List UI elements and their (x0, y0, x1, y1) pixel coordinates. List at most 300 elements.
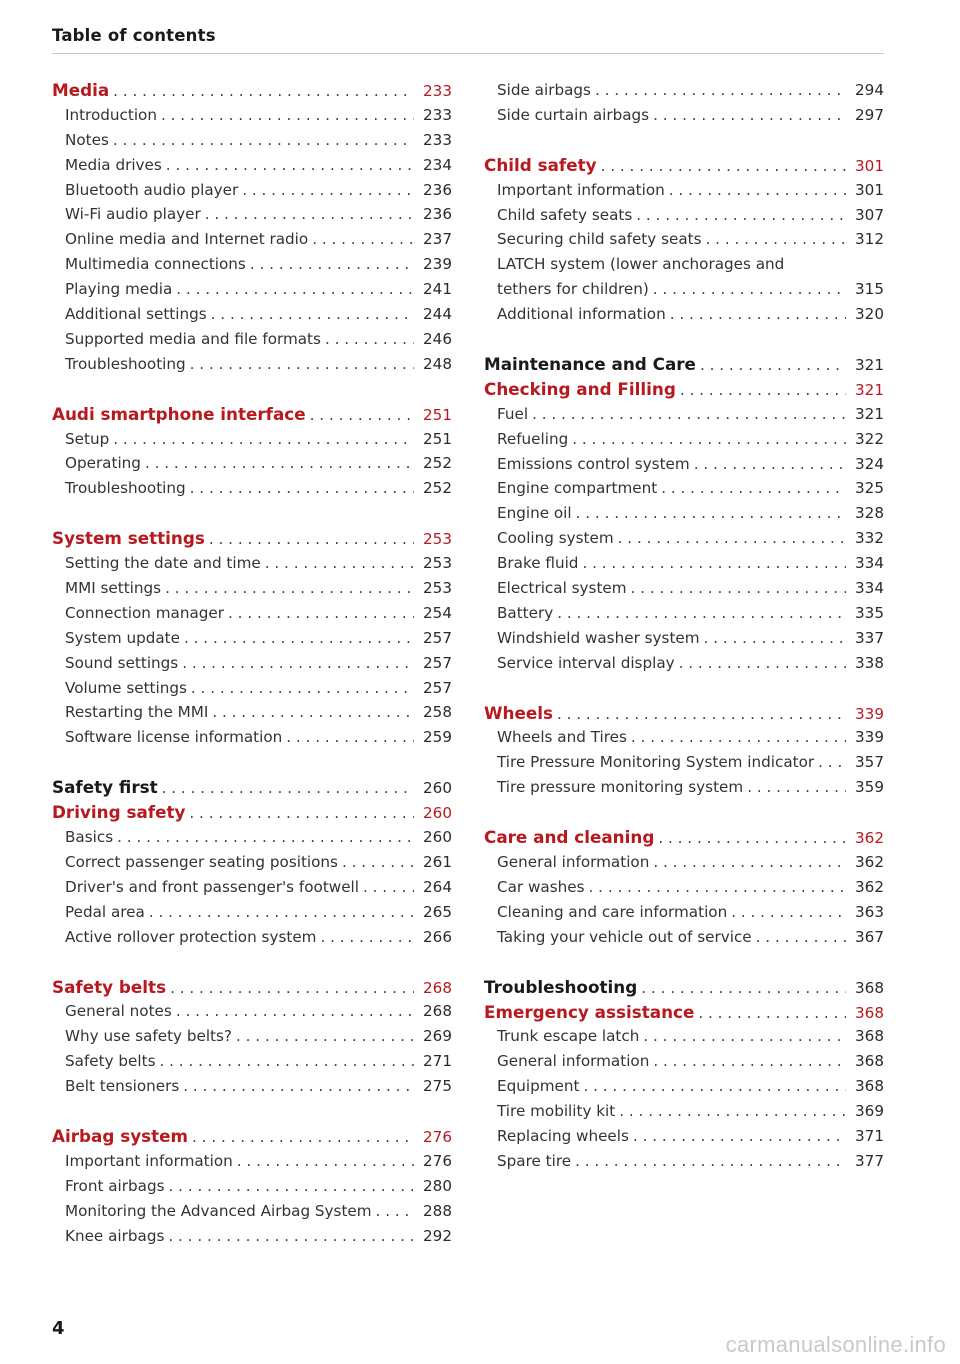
page-ref: 368 (855, 1027, 884, 1046)
toc-entry[interactable] (52, 302, 452, 327)
entry-title: Software license information (65, 728, 283, 747)
page-ref: 234 (423, 155, 452, 174)
toc-entry[interactable] (52, 103, 452, 128)
page-ref: 244 (423, 305, 452, 324)
dot-leader (113, 128, 414, 153)
dot-leader (376, 1199, 414, 1224)
page-ref: 307 (855, 205, 884, 224)
section-spacer (484, 128, 884, 153)
dot-leader (818, 750, 846, 775)
entry-title: Safety belts (65, 1052, 156, 1071)
toc-entry[interactable] (484, 1049, 884, 1074)
dot-leader (583, 1074, 846, 1099)
toc-section-heading[interactable] (52, 526, 452, 551)
dot-leader (176, 277, 414, 302)
dot-leader (159, 1049, 414, 1074)
dot-leader (653, 277, 846, 302)
entry-title: Fuel (497, 404, 529, 423)
toc-section-heading[interactable] (52, 78, 452, 103)
page-ref: 297 (855, 105, 884, 124)
dot-leader (209, 527, 414, 552)
toc-section-heading[interactable] (484, 352, 884, 377)
toc-entry[interactable] (484, 178, 884, 203)
section-title: Audi smartphone interface (52, 403, 306, 424)
toc-section-heading[interactable] (484, 975, 884, 1000)
toc-entry[interactable] (52, 1199, 452, 1224)
toc-entry[interactable] (484, 526, 884, 551)
toc-entry[interactable] (52, 1174, 452, 1199)
dot-leader (532, 402, 846, 427)
entry-title: Wi-Fi audio player (65, 205, 201, 224)
section-title: System settings (52, 528, 205, 549)
entry-title: Front airbags (65, 1176, 165, 1195)
page-ref: 368 (855, 1003, 884, 1022)
toc-entry[interactable] (484, 750, 884, 775)
page-ref: 265 (423, 902, 452, 921)
toc-section-heading[interactable] (484, 153, 884, 178)
watermark: carmanualsonline.info (725, 1332, 946, 1357)
entry-title: Brake fluid (497, 554, 579, 573)
section-spacer (52, 501, 452, 526)
entry-title: Troubleshooting (65, 479, 186, 498)
toc-entry[interactable] (52, 252, 452, 277)
toc-entry[interactable] (484, 501, 884, 526)
page-ref: 359 (855, 778, 884, 797)
entry-title: System update (65, 628, 180, 647)
page-ref: 254 (423, 603, 452, 622)
entry-title: Tire mobility kit (497, 1102, 616, 1121)
entry-title: Service interval display (497, 653, 675, 672)
toc-section-heading[interactable] (484, 701, 884, 726)
dot-leader (310, 403, 414, 428)
page-ref: 321 (855, 404, 884, 423)
page-ref: 251 (423, 405, 452, 424)
page-number: 4 (52, 1318, 65, 1339)
dot-leader (582, 551, 846, 576)
page-ref: 338 (855, 653, 884, 672)
page-ref: 369 (855, 1102, 884, 1121)
page-ref: 233 (423, 82, 452, 100)
toc-entry[interactable] (52, 850, 452, 875)
toc-entry[interactable] (484, 302, 884, 327)
toc-entry[interactable] (484, 775, 884, 800)
toc-entry[interactable] (484, 227, 884, 252)
toc-entry[interactable] (52, 1049, 452, 1074)
toc-entry[interactable] (52, 825, 452, 850)
entry-title: Multimedia connections (65, 255, 246, 274)
page-ref: 334 (855, 579, 884, 598)
dot-leader (653, 103, 846, 128)
toc-entry[interactable] (52, 875, 452, 900)
dot-leader (228, 601, 414, 626)
dot-leader (192, 1125, 414, 1150)
dot-leader (176, 999, 414, 1024)
dot-leader (149, 900, 414, 925)
entry-title: Tire pressure monitoring system (497, 778, 744, 797)
toc-entry[interactable] (52, 1024, 452, 1049)
dot-leader (165, 576, 414, 601)
entry-title: Monitoring the Advanced Airbag System (65, 1201, 372, 1220)
entry-title: Replacing wheels (497, 1126, 629, 1145)
entry-title: Notes (65, 130, 109, 149)
dot-leader (113, 427, 414, 452)
dot-leader (669, 178, 846, 203)
page-ref: 325 (855, 479, 884, 498)
dot-leader (117, 825, 414, 850)
entry-title: Sound settings (65, 653, 179, 672)
toc-entry[interactable] (52, 352, 452, 377)
dot-leader (169, 1174, 414, 1199)
entry-title: Electrical system (497, 579, 627, 598)
dot-leader (286, 725, 414, 750)
page-ref: 241 (423, 280, 452, 299)
toc-entry[interactable] (484, 427, 884, 452)
toc-section-heading[interactable] (484, 377, 884, 402)
dot-leader (731, 900, 846, 925)
page-ref: 237 (423, 230, 452, 249)
entry-title: Tire Pressure Monitoring System indicator (497, 753, 815, 772)
page-ref: 264 (423, 877, 452, 896)
toc-entry[interactable] (52, 128, 452, 153)
entry-title: Spare tire (497, 1151, 572, 1170)
page-ref: 339 (855, 728, 884, 747)
entry-title: Volume settings (65, 678, 187, 697)
page-ref: 363 (855, 902, 884, 921)
entry-title: Taking your vehicle out of service (497, 927, 752, 946)
page-ref: 269 (423, 1027, 452, 1046)
toc-entry[interactable] (484, 402, 884, 427)
entry-title: Bluetooth audio player (65, 180, 239, 199)
page-ref: 261 (423, 852, 452, 871)
toc-entry-title-line[interactable]: LATCH system (lower anchorages and (497, 255, 785, 274)
toc-left-column (52, 78, 452, 1248)
page-ref: 257 (423, 628, 452, 647)
dot-leader (631, 576, 846, 601)
entry-title: Why use safety belts? (65, 1027, 232, 1046)
dot-leader (184, 626, 414, 651)
entry-title: Side curtain airbags (497, 105, 650, 124)
toc-entry[interactable] (484, 601, 884, 626)
dot-leader (205, 202, 414, 227)
entry-title: Supported media and file formats (65, 329, 321, 348)
entry-title: Media drives (65, 155, 162, 174)
toc-section-heading[interactable] (484, 1000, 884, 1025)
toc-entry[interactable] (52, 601, 452, 626)
dot-leader (342, 850, 414, 875)
toc-entry[interactable] (52, 1074, 452, 1099)
dot-leader (572, 427, 846, 452)
dot-leader (325, 327, 414, 352)
toc-entry[interactable] (484, 1024, 884, 1049)
dot-leader (636, 203, 846, 228)
toc-entry[interactable] (484, 1074, 884, 1099)
section-spacer (484, 800, 884, 825)
section-spacer (52, 1099, 452, 1124)
dot-leader (698, 1001, 846, 1026)
toc-entry[interactable] (52, 551, 452, 576)
toc-entry[interactable] (52, 925, 452, 950)
page-ref: 253 (423, 579, 452, 598)
dot-leader (643, 1024, 846, 1049)
page-ref: 280 (423, 1176, 452, 1195)
entry-title: Emissions control system (497, 454, 690, 473)
section-title: Driving safety (52, 802, 186, 823)
page-ref: 294 (855, 81, 884, 99)
header-divider (52, 53, 884, 54)
toc-entry[interactable] (484, 925, 884, 950)
page-ref: 368 (855, 978, 884, 997)
page-ref: 276 (423, 1127, 452, 1146)
dot-leader (680, 378, 846, 403)
dot-leader (589, 875, 846, 900)
page-ref: 320 (855, 305, 884, 324)
toc-entry[interactable] (52, 651, 452, 676)
page-ref: 368 (855, 1052, 884, 1071)
toc-entry[interactable] (52, 576, 452, 601)
dot-leader (633, 1124, 846, 1149)
page-ref: 334 (855, 554, 884, 573)
toc-entry[interactable] (52, 626, 452, 651)
section-spacer (52, 750, 452, 775)
dot-leader (236, 1024, 414, 1049)
toc-entry[interactable] (52, 451, 452, 476)
dot-leader (191, 676, 414, 701)
entry-title: General information (497, 853, 650, 872)
entry-title: Battery (497, 603, 554, 622)
dot-leader (653, 1049, 846, 1074)
page-ref: 377 (855, 1151, 884, 1170)
dot-leader (575, 1149, 846, 1174)
page-ref: 233 (423, 105, 452, 124)
dot-leader (661, 476, 846, 501)
page-header (52, 26, 884, 54)
toc-entry[interactable] (52, 725, 452, 750)
section-title: Troubleshooting (484, 976, 638, 997)
page-ref: 322 (855, 429, 884, 448)
dot-leader (619, 1099, 846, 1124)
entry-title: Restarting the MMI (65, 703, 209, 722)
toc-section-heading[interactable] (52, 975, 452, 1000)
page-ref: 288 (423, 1201, 452, 1220)
toc-entry[interactable] (484, 103, 884, 128)
entry-title: Operating (65, 454, 141, 473)
dot-leader (576, 501, 846, 526)
toc-entry[interactable] (52, 427, 452, 452)
toc-entry[interactable] (52, 178, 452, 203)
entry-title: Cooling system (497, 529, 614, 548)
dot-leader (679, 651, 846, 676)
page-ref: 233 (423, 130, 452, 149)
section-title: Safety belts (52, 976, 167, 997)
toc-section-heading[interactable] (52, 1124, 452, 1149)
dot-leader (312, 227, 414, 252)
page-ref: 266 (423, 927, 452, 946)
toc-entry[interactable] (484, 1124, 884, 1149)
entry-title: Driver's and front passenger's footwell (65, 877, 359, 896)
dot-leader (557, 702, 846, 727)
section-spacer (484, 950, 884, 975)
page-ref: 246 (423, 329, 452, 348)
dot-leader (320, 925, 414, 950)
toc-entry[interactable] (484, 1149, 884, 1174)
entry-title: tethers for children) (497, 280, 649, 299)
entry-title: Introduction (65, 105, 157, 124)
page-ref: 275 (423, 1077, 452, 1096)
section-title: Child safety (484, 154, 597, 175)
entry-title: Additional information (497, 305, 666, 324)
dot-leader (189, 801, 414, 826)
toc-entry[interactable] (484, 576, 884, 601)
page-ref: 260 (423, 804, 452, 823)
toc-entry[interactable] (52, 900, 452, 925)
page-ref: 312 (855, 230, 884, 249)
page-ref: 335 (855, 603, 884, 622)
entry-title: Connection manager (65, 603, 225, 622)
toc-entry[interactable] (484, 203, 884, 228)
toc-entry[interactable] (484, 452, 884, 477)
dot-leader (162, 776, 414, 801)
dot-leader (161, 103, 414, 128)
dot-leader (658, 826, 846, 851)
page-ref: 236 (423, 205, 452, 224)
page-ref: 371 (855, 1126, 884, 1145)
dot-leader (182, 651, 414, 676)
toc-entry[interactable] (52, 676, 452, 701)
dot-leader (211, 302, 414, 327)
toc-entry[interactable] (484, 626, 884, 651)
entry-title: Additional settings (65, 305, 207, 324)
toc-entry[interactable] (484, 651, 884, 676)
toc-entry[interactable] (52, 1224, 452, 1249)
page-ref: 362 (855, 829, 884, 848)
dot-leader (653, 850, 846, 875)
header-title: Table of contents (52, 26, 216, 45)
dot-leader (595, 78, 846, 103)
toc-entry[interactable] (484, 900, 884, 925)
entry-title: Child safety seats (497, 205, 633, 224)
section-title: Airbag system (52, 1125, 189, 1146)
toc-entry[interactable] (484, 1099, 884, 1124)
entry-title: Equipment (497, 1077, 580, 1096)
entry-title: Securing child safety seats (497, 230, 702, 249)
dot-leader (700, 353, 846, 378)
dot-leader (113, 79, 414, 104)
page-ref: 362 (855, 853, 884, 872)
page-ref: 337 (855, 628, 884, 647)
toc-entry[interactable] (484, 476, 884, 501)
toc-entry[interactable] (52, 202, 452, 227)
toc-entry[interactable] (52, 327, 452, 352)
section-title: Media (52, 80, 110, 100)
toc-entry[interactable] (52, 277, 452, 302)
entry-title: Belt tensioners (65, 1077, 180, 1096)
page-ref: 253 (423, 554, 452, 573)
entry-title: Refueling (497, 429, 569, 448)
page-ref: 268 (423, 1002, 452, 1021)
toc-entry[interactable] (52, 227, 452, 252)
page-ref: 252 (423, 479, 452, 498)
entry-title: Important information (65, 1151, 233, 1170)
toc-right-column (484, 78, 884, 1174)
section-spacer (484, 676, 884, 701)
page-ref: 332 (855, 529, 884, 548)
toc-entry[interactable] (484, 78, 884, 103)
dot-leader (166, 153, 414, 178)
page-ref: 268 (423, 978, 452, 997)
page-ref: 236 (423, 180, 452, 199)
page-ref: 252 (423, 454, 452, 473)
page-ref: 339 (855, 704, 884, 723)
page-ref: 248 (423, 354, 452, 373)
dot-leader (601, 154, 846, 179)
entry-title: Windshield washer system (497, 628, 700, 647)
dot-leader (242, 178, 414, 203)
dot-leader (706, 227, 846, 252)
entry-title: Engine oil (497, 504, 572, 523)
page-ref: 271 (423, 1052, 452, 1071)
toc-section-heading[interactable] (52, 800, 452, 825)
toc-section-heading[interactable] (484, 825, 884, 850)
dot-leader (363, 875, 414, 900)
dot-leader (694, 452, 846, 477)
toc-entry[interactable] (52, 476, 452, 501)
dot-leader (631, 725, 846, 750)
page-ref: 301 (855, 180, 884, 199)
toc-entry[interactable] (484, 725, 884, 750)
toc-entry[interactable] (484, 277, 884, 302)
dot-leader (237, 1149, 414, 1174)
dot-leader (250, 252, 414, 277)
entry-title: Online media and Internet radio (65, 230, 309, 249)
entry-title: General notes (65, 1002, 172, 1021)
page-ref: 257 (423, 653, 452, 672)
page-ref: 260 (423, 828, 452, 847)
dot-leader (212, 700, 414, 725)
entry-title: Knee airbags (65, 1226, 165, 1245)
entry-title: MMI settings (65, 579, 162, 598)
entry-title: Car washes (497, 877, 585, 896)
toc-section-heading[interactable] (52, 775, 452, 800)
toc-entry[interactable] (484, 875, 884, 900)
toc-entry[interactable] (52, 700, 452, 725)
section-title: Maintenance and Care (484, 354, 696, 375)
entry-title: Side airbags (497, 81, 591, 99)
section-spacer (484, 327, 884, 352)
toc-entry[interactable] (52, 999, 452, 1024)
entry-title: Active rollover protection system (65, 927, 317, 946)
toc-entry[interactable] (484, 850, 884, 875)
page-ref: 276 (423, 1151, 452, 1170)
toc-entry[interactable] (52, 1149, 452, 1174)
section-title: Checking and Filling (484, 378, 676, 399)
dot-leader (170, 976, 414, 1001)
toc-entry[interactable] (52, 153, 452, 178)
entry-title: Cleaning and care information (497, 902, 728, 921)
section-title: Emergency assistance (484, 1001, 695, 1022)
page-ref: 257 (423, 678, 452, 697)
section-title: Wheels (484, 702, 553, 723)
page-ref: 367 (855, 927, 884, 946)
page-ref: 253 (423, 530, 452, 549)
entry-title: Troubleshooting (65, 354, 186, 373)
entry-title: Correct passenger seating positions (65, 852, 338, 871)
toc-section-heading[interactable] (52, 402, 452, 427)
section-spacer (52, 377, 452, 402)
page-ref: 251 (423, 429, 452, 448)
toc-entry[interactable] (484, 551, 884, 576)
dot-leader (190, 352, 414, 377)
entry-title: Important information (497, 180, 665, 199)
